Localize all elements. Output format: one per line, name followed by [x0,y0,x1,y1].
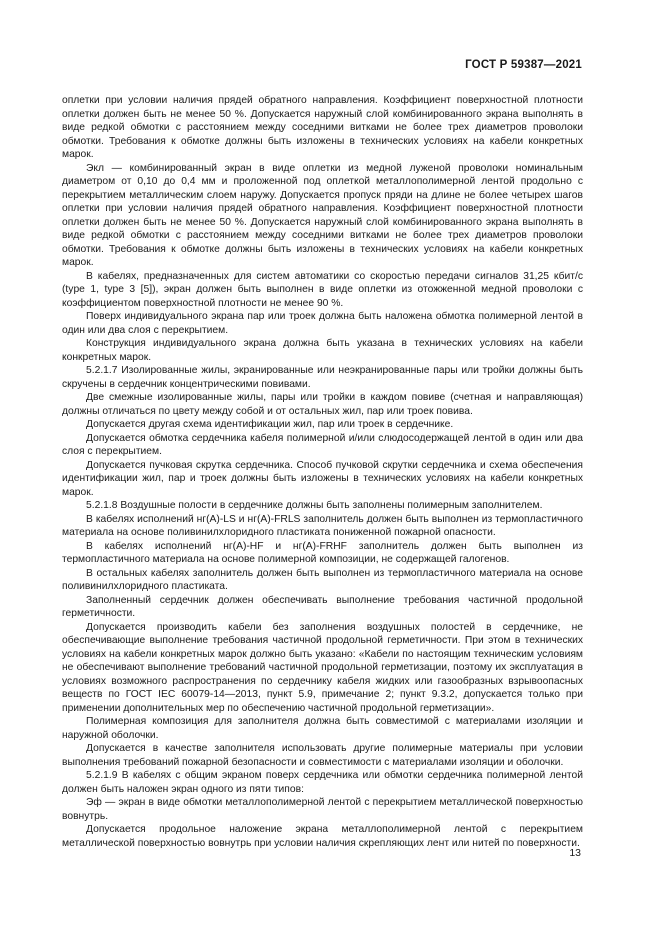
paragraph: оплетки при условии наличия прядей обратного направления. Коэффициент поверхностной плотности оплетки должен быть не менее 50 %. Допускается наружный слой комбинированного экрана выполнять в виде редкой обмотки с расстоянием между соседними витками не более трех диаметров проволоки обмотки. Требования к обмотке должны быть изложены в технических условиях на кабели конкретных марок. [62,95,583,160]
paragraph: Эф — экран в виде обмотки металлополимерной лентой с перекрытием металлической поверхностью вовнутрь. [62,797,583,822]
paragraph: В кабелях исполнений нг(А)-LS и нг(А)-FRLS заполнитель должен быть выполнен из термопластичного материала на основе поливинилхлоридного пластиката пониженной пожарной опасности. [62,513,583,538]
paragraph: Две смежные изолированные жилы, пары или тройки в каждом повиве (счетная и направляющая) должны отличаться по цвету между собой и от остальных жил, пар или троек повива. [62,392,583,417]
paragraph: В остальных кабелях заполнитель должен быть выполнен из термопластичного материала на основе поливинилхлоридного пластиката. [62,567,583,592]
paragraph: Полимерная композиция для заполнителя должна быть совместимой с материалами изоляции и наружной оболочки. [62,716,583,741]
document-standard-id: ГОСТ Р 59387—2021 [465,59,582,71]
paragraph: В кабелях, предназначенных для систем автоматики со скоростью передачи сигналов 31,25 кбит/с (type 1, type 3 [5]), экран должен быть выполнен в виде оплетки из отожженной медной проволоки с коэффициентом поверхностной плотности не менее 90 %. [62,270,583,309]
section-5-2-1-7: 5.2.1.7 Изолированные жилы, экранированные или неэкранированные пары или тройки должны быть скручены в сердечник концентрическими повивами. [62,365,583,390]
section-5-2-1-8: 5.2.1.8 Воздушные полости в сердечнике должны быть заполнены полимерным заполнителем. [86,500,543,511]
paragraph: Допускается продольное наложение экрана металлополимерной лентой с перекрытием металлической поверхностью вовнутрь при условии наличия скрепляющих лент или нитей по поверхности. [62,824,583,849]
paragraph: Допускается пучковая скрутка сердечника. Способ пучковой скрутки сердечника и схема обеспечения идентификации жил, пар и троек должны быть изложены в технических условиях на кабели конкретных марок. [62,459,583,498]
paragraph: Экл — комбинированный экран в виде оплетки из медной луженой проволоки номинальным диаметром от 0,10 до 0,4 мм и проложенной под оплеткой металлополимерной лентой продольно с перекрытием металлическим слоем наружу. Допускается пропуск пряди на длине не более четырех шагов оплетки при условии наличия прядей обратного направления. Коэффициент поверхностной плотности оплетки должен быть не менее 50 %. Допускается наружный слой комбинированного экрана выполнять в виде редкой обмотки с расстоянием между соседними витками не более трех диаметров проволоки обмотки. Требования к обмотке должны быть изложены в технических условиях на кабели конкретных марок. [62,162,583,268]
paragraph: Поверх индивидуального экрана пар или троек должна быть наложена обмотка полимерной лентой в один или два слоя с перекрытием. [62,311,583,336]
page-number: 13 [569,847,581,859]
paragraph: Допускается производить кабели без заполнения воздушных полостей в сердечнике, не обеспечивающие выполнение требования частичной продольной герметичности. При этом в технических условиях на кабели конкретных марок должно быть указано: «Кабели по настоящим техническим условиям не обеспечивают выполнение требований частичной продольной герметизации, поэтому их эксплуатация в условиях возможного распространения по сердечнику кабеля жидких или газообразных взрывоопасных веществ по ГОСТ IEC 60079-14—2013, пункт 5.9, примечание 2; пункт 9.3.2, допускается только при применении дополнительных мер по обеспечению частичной продольной герметизации». [62,621,583,714]
paragraph: В кабелях исполнений нг(А)-HF и нг(А)-FRHF заполнитель должен быть выполнен из термопластичного материала на основе полимерной композиции, не содержащей галогенов. [62,540,583,565]
document-body [62,94,583,850]
section-5-2-1-9: 5.2.1.9 В кабелях с общим экраном поверх сердечника или обмотки сердечника полимерной лентой должен быть наложен экран одного из пяти типов: [62,770,583,795]
paragraph: Допускается обмотка сердечника кабеля полимерной и/или слюдосодержащей лентой в один или два слоя с перекрытием. [62,432,583,457]
paragraph: Конструкция индивидуального экрана должна быть указана в технических условиях на кабели конкретных марок. [62,338,583,363]
paragraph: Заполненный сердечник должен обеспечивать выполнение требования частичной продольной герметичности. [62,594,583,619]
paragraph: Допускается в качестве заполнителя использовать другие полимерные материалы при условии выполнения требований пожарной безопасности и совместимости с материалами изоляции и оболочки. [62,743,583,768]
paragraph: Допускается другая схема идентификации жил, пар или троек в сердечнике. [86,419,454,430]
